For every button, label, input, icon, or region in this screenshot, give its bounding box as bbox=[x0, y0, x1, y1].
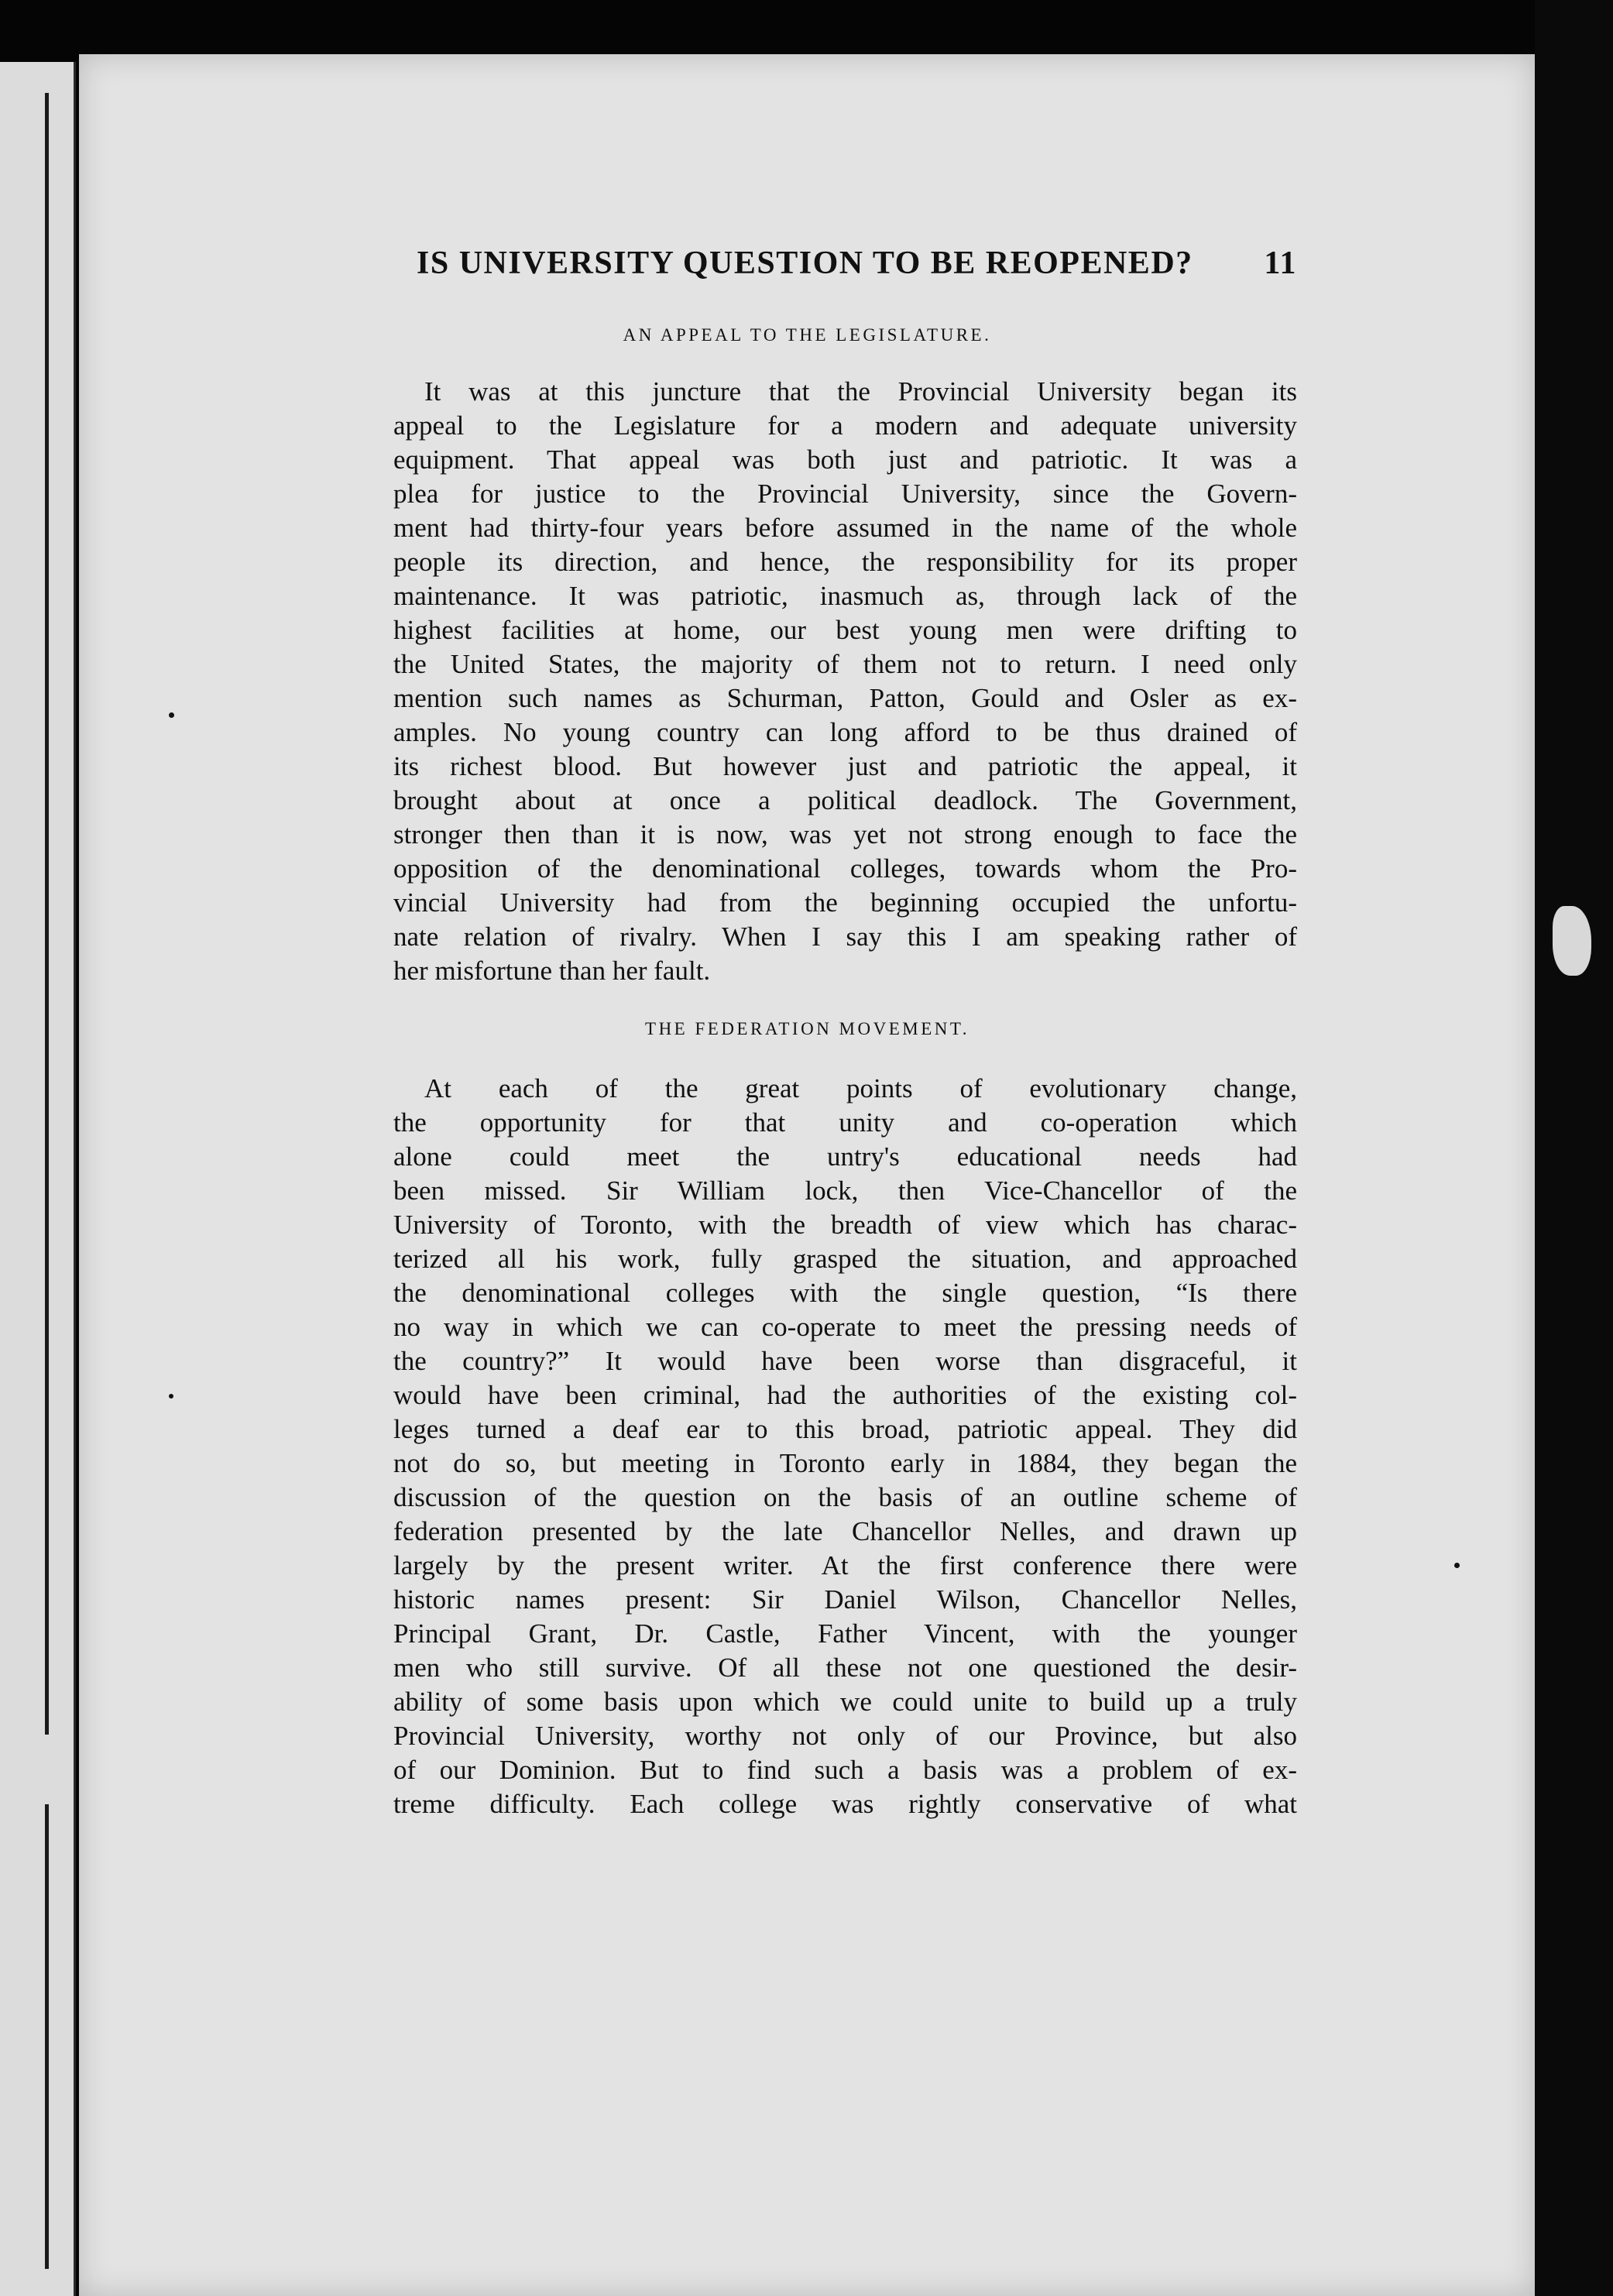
text-line: amples. No young country can long afford to be thus drained of bbox=[393, 717, 1297, 747]
text-line: mention such names as Schurman, Patton, Gould and Osler as ex- bbox=[393, 683, 1297, 713]
page-text bbox=[317, 245, 1297, 1821]
text-line: the United States, the majority of them not to return. I need only bbox=[393, 649, 1297, 679]
scan-border bbox=[1535, 0, 1613, 2296]
text-line: the denominational colleges with the single question, “Is there bbox=[393, 1278, 1297, 1308]
text-line: federation presented by the late Chancellor Nelles, and drawn up bbox=[393, 1516, 1297, 1546]
text-line: opposition of the denominational colleges, towards whom the Pro- bbox=[393, 853, 1297, 884]
text-line: University of Toronto, with the breadth of view which has charac- bbox=[393, 1210, 1297, 1240]
text-line: discussion of the question on the basis of an outline scheme of bbox=[393, 1482, 1297, 1512]
gutter-rule bbox=[45, 93, 49, 1735]
text-line: alone could meet the untry's educational needs had bbox=[393, 1141, 1297, 1172]
speck bbox=[169, 712, 174, 718]
text-line: vincial University had from the beginning occupied the unfortu- bbox=[393, 887, 1297, 918]
text-line: highest facilities at home, our best young men were drifting to bbox=[393, 615, 1297, 645]
text-line: been missed. Sir William lock, then Vice-Chancellor of the bbox=[393, 1175, 1297, 1206]
text-line: ability of some basis upon which we could unite to build up a truly bbox=[393, 1687, 1297, 1717]
text-line: maintenance. It was patriotic, inasmuch as, through lack of the bbox=[393, 581, 1297, 611]
text-line: of our Dominion. But to find such a basis was a problem of ex- bbox=[393, 1755, 1297, 1785]
text-line: the opportunity for that unity and co-operation which bbox=[393, 1107, 1297, 1138]
text-line: would have been criminal, had the authorities of the existing col- bbox=[393, 1380, 1297, 1410]
text-line: plea for justice to the Provincial University, since the Govern- bbox=[393, 479, 1297, 509]
text-line: not do so, but meeting in Toronto early in 1884, they began the bbox=[393, 1448, 1297, 1478]
facing-page-edge bbox=[0, 62, 76, 2296]
text-line: no way in which we can co-operate to meet the pressing needs of bbox=[393, 1312, 1297, 1342]
scan-artifact bbox=[1553, 906, 1591, 976]
running-head-title: IS UNIVERSITY QUESTION TO BE REOPENED? bbox=[417, 245, 1193, 281]
text-line: treme difficulty. Each college was rightly conservative of what bbox=[393, 1789, 1297, 1819]
section-body bbox=[393, 1072, 1297, 1821]
text-line: people its direction, and hence, the responsibility for its proper bbox=[393, 547, 1297, 577]
text-line: its richest blood. But however just and patriotic the appeal, it bbox=[393, 751, 1297, 781]
running-head bbox=[417, 245, 1297, 299]
speck bbox=[169, 1394, 173, 1399]
text-line: At each of the great points of evolutionary change, bbox=[424, 1073, 1297, 1103]
text-line: stronger then than it is now, was yet not strong enough to face the bbox=[393, 819, 1297, 849]
text-line: largely by the present writer. At the first conference there were bbox=[393, 1550, 1297, 1580]
page-number: 11 bbox=[1264, 245, 1297, 281]
text-line: leges turned a deaf ear to this broad, patriotic appeal. They did bbox=[393, 1414, 1297, 1444]
speck bbox=[1454, 1563, 1460, 1568]
text-line: her misfortune than her fault. bbox=[393, 956, 711, 986]
text-line: the country?” It would have been worse than disgraceful, it bbox=[393, 1346, 1297, 1376]
text-line: equipment. That appeal was both just and patriotic. It was a bbox=[393, 444, 1297, 475]
section-heading: THE FEDERATION MOVEMENT. bbox=[645, 1019, 970, 1038]
text-line: terized all his work, fully grasped the situation, and approached bbox=[393, 1244, 1297, 1274]
section-heading: AN APPEAL TO THE LEGISLATURE. bbox=[623, 325, 992, 345]
text-line: men who still survive. Of all these not one questioned the desir- bbox=[393, 1653, 1297, 1683]
section-body bbox=[393, 375, 1297, 988]
text-line: historic names present: Sir Daniel Wilson, Chancellor Nelles, bbox=[393, 1584, 1297, 1615]
text-line: brought about at once a political deadlock. The Government, bbox=[393, 785, 1297, 815]
text-line: ment had thirty-four years before assumed in the name of the whole bbox=[393, 513, 1297, 543]
text-line: nate relation of rivalry. When I say this I am speaking rather of bbox=[393, 921, 1297, 952]
text-line: appeal to the Legislature for a modern and adequate university bbox=[393, 410, 1297, 441]
text-line: Principal Grant, Dr. Castle, Father Vincent, with the younger bbox=[393, 1618, 1297, 1649]
text-line: It was at this juncture that the Provincial University began its bbox=[424, 376, 1297, 407]
text-line: Provincial University, worthy not only of our Province, but also bbox=[393, 1721, 1297, 1751]
gutter-rule-lower bbox=[45, 1804, 49, 2269]
